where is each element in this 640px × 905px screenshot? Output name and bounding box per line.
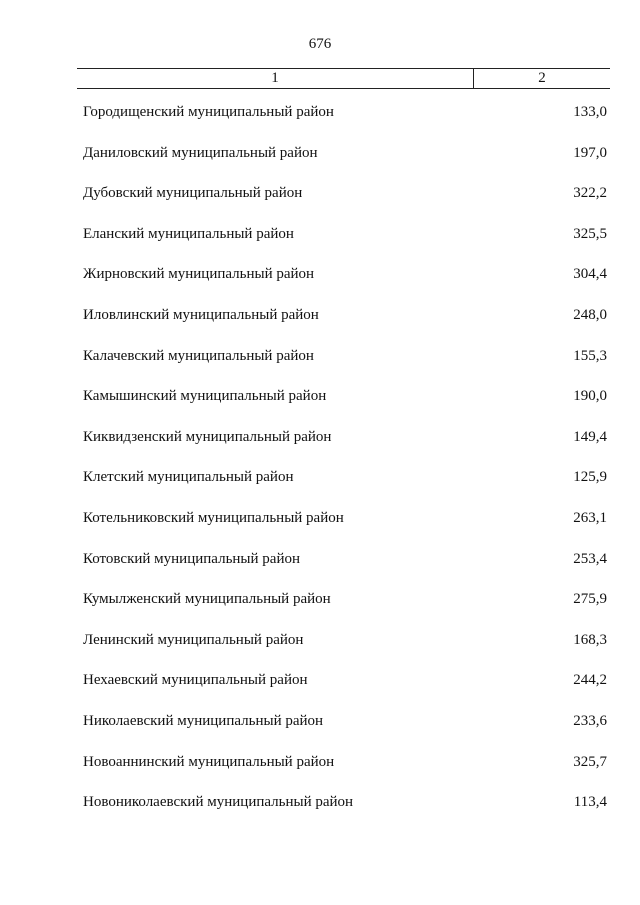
district-name: Дубовский муниципальный район xyxy=(83,185,303,202)
district-value: 253,4 xyxy=(573,550,607,567)
table-row xyxy=(83,672,607,713)
table-row xyxy=(83,713,607,754)
table-row xyxy=(83,388,607,429)
district-value: 168,3 xyxy=(573,631,607,648)
table-row xyxy=(83,754,607,795)
table-row xyxy=(83,632,607,673)
district-value: 190,0 xyxy=(573,388,607,405)
table-header-column-2: 2 xyxy=(538,70,546,86)
district-name: Новониколаевский муниципальный район xyxy=(83,794,354,811)
table-row xyxy=(83,104,607,145)
district-value: 322,2 xyxy=(573,185,607,202)
table-row xyxy=(83,145,607,186)
district-name: Клетский муниципальный район xyxy=(83,469,294,486)
table-row xyxy=(83,266,607,307)
district-name: Киквидзенский муниципальный район xyxy=(83,428,332,445)
table-row xyxy=(83,551,607,592)
page-number: 676 xyxy=(308,36,332,52)
district-name: Котельниковский муниципальный район xyxy=(83,509,344,526)
district-value: 248,0 xyxy=(573,306,607,323)
district-name: Нехаевский муниципальный район xyxy=(83,672,308,689)
district-name: Ленинский муниципальный район xyxy=(83,631,304,648)
table-row xyxy=(83,469,607,510)
district-name: Новоаннинский муниципальный район xyxy=(83,753,335,770)
district-value: 149,4 xyxy=(573,428,607,445)
district-name: Даниловский муниципальный район xyxy=(83,144,318,161)
district-value: 325,7 xyxy=(573,753,607,770)
district-value: 155,3 xyxy=(573,347,607,364)
table-row xyxy=(83,348,607,389)
district-value: 263,1 xyxy=(573,509,607,526)
district-name: Кумылженский муниципальный район xyxy=(83,591,331,608)
district-value: 304,4 xyxy=(573,266,607,283)
district-value: 133,0 xyxy=(573,104,607,120)
district-value: 197,0 xyxy=(573,144,607,161)
table-row xyxy=(83,307,607,348)
table-header xyxy=(77,68,610,89)
district-name: Городищенский муниципальный район xyxy=(83,104,334,120)
table-row xyxy=(83,185,607,226)
table-row xyxy=(83,429,607,470)
district-value: 325,5 xyxy=(573,225,607,242)
district-name: Иловлинский муниципальный район xyxy=(83,306,319,323)
district-value: 125,9 xyxy=(573,469,607,486)
table-row xyxy=(83,794,607,835)
district-name: Котовский муниципальный район xyxy=(83,550,301,567)
table-body xyxy=(83,104,607,835)
table-row xyxy=(83,591,607,632)
district-name: Еланский муниципальный район xyxy=(83,225,294,242)
district-name: Камышинский муниципальный район xyxy=(83,388,327,405)
district-value: 275,9 xyxy=(573,591,607,608)
district-value: 113,4 xyxy=(573,794,607,811)
district-value: 233,6 xyxy=(573,712,607,729)
district-name: Жирновский муниципальный район xyxy=(83,266,315,283)
table-row xyxy=(83,226,607,267)
district-name: Калачевский муниципальный район xyxy=(83,347,314,364)
district-name: Николаевский муниципальный район xyxy=(83,712,324,729)
table-header-column-1: 1 xyxy=(77,69,474,88)
table-row xyxy=(83,510,607,551)
district-value: 244,2 xyxy=(573,672,607,689)
